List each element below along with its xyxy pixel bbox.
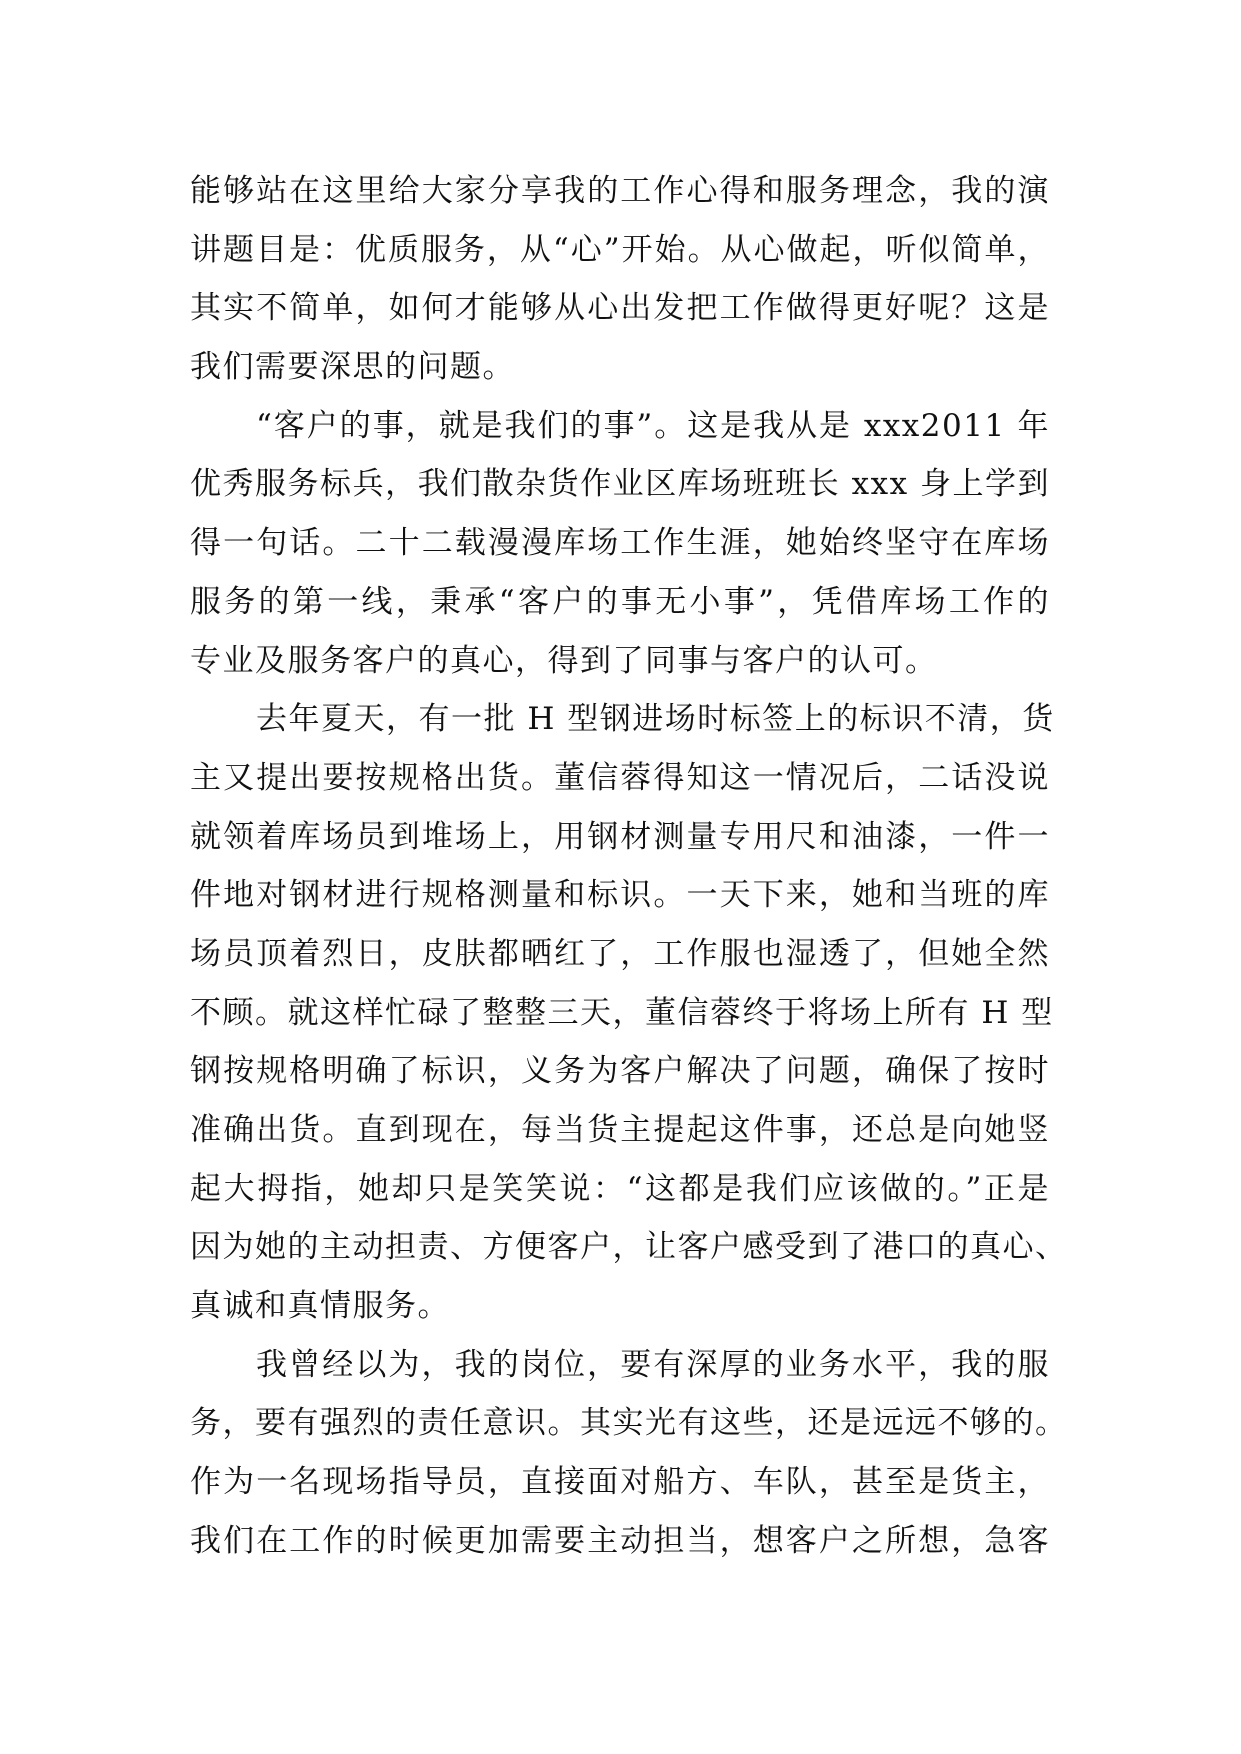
text-line: “客户的事，就是我们的事”。这是我从是 xxx2011 年 xyxy=(256,407,1050,444)
paragraph xyxy=(190,397,1050,690)
text-line: 场员顶着烈日，皮肤都晒红了，工作服也湿透了，但她全然 xyxy=(190,935,1050,972)
text-line: 我们在工作的时候更加需要主动担当，想客户之所想，急客 xyxy=(190,1522,1050,1559)
text-line: 主又提出要按规格出货。董信蓉得知这一情况后，二话没说 xyxy=(190,759,1050,796)
text-line: 件地对钢材进行规格测量和标识。一天下来，她和当班的库 xyxy=(190,877,1050,914)
text-line: 准确出货。直到现在，每当货主提起这件事，还总是向她竖 xyxy=(190,1112,1050,1148)
text-line: 务，要有强烈的责任意识。其实光有这些，还是远远不够的。 xyxy=(190,1405,1068,1442)
text-line: 优秀服务标兵，我们散杂货作业区库场班班长 xxx 身上学到 xyxy=(190,466,1050,503)
text-line: 钢按规格明确了标识，义务为客户解决了问题，确保了按时 xyxy=(190,1053,1050,1090)
text-line: 不顾。就这样忙碌了整整三天，董信蓉终于将场上所有 H 型 xyxy=(190,994,1054,1031)
text-line: 得一句话。二十二载漫漫库场工作生涯，她始终坚守在库场 xyxy=(190,525,1050,562)
document-body xyxy=(190,162,1068,1571)
text-line: 去年夏天，有一批 H 型钢进场时标签上的标识不清，货 xyxy=(256,701,1055,738)
text-line: 能够站在这里给大家分享我的工作心得和服务理念，我的演 xyxy=(190,173,1050,209)
text-line: 我曾经以为，我的岗位，要有深厚的业务水平，我的服 xyxy=(256,1346,1050,1383)
paragraph xyxy=(190,1336,1068,1571)
text-line: 真诚和真情服务。 xyxy=(190,1288,450,1325)
paragraph xyxy=(190,162,1050,397)
text-line: 专业及服务客户的真心，得到了同事与客户的认可。 xyxy=(190,642,938,679)
text-line: 服务的第一线，秉承“客户的事无小事”，凭借库场工作的 xyxy=(190,583,1050,620)
text-line: 因为她的主动担责、方便客户，让客户感受到了港口的真心、 xyxy=(190,1229,1068,1266)
text-line: 其实不简单，如何才能够从心出发把工作做得更好呢？这是 xyxy=(190,290,1050,327)
text-line: 作为一名现场指导员，直接面对船方、车队，甚至是货主， xyxy=(190,1464,1050,1501)
paragraph xyxy=(190,690,1068,1336)
text-line: 就领着库场员到堆场上，用钢材测量专用尺和油漆，一件一 xyxy=(190,818,1050,855)
text-line: 起大拇指，她却只是笑笑说：“这都是我们应该做的。”正是 xyxy=(190,1170,1050,1207)
text-line: 讲题目是：优质服务，从“心”开始。从心做起，听似简单， xyxy=(190,231,1050,268)
text-line: 我们需要深思的问题。 xyxy=(190,349,515,386)
